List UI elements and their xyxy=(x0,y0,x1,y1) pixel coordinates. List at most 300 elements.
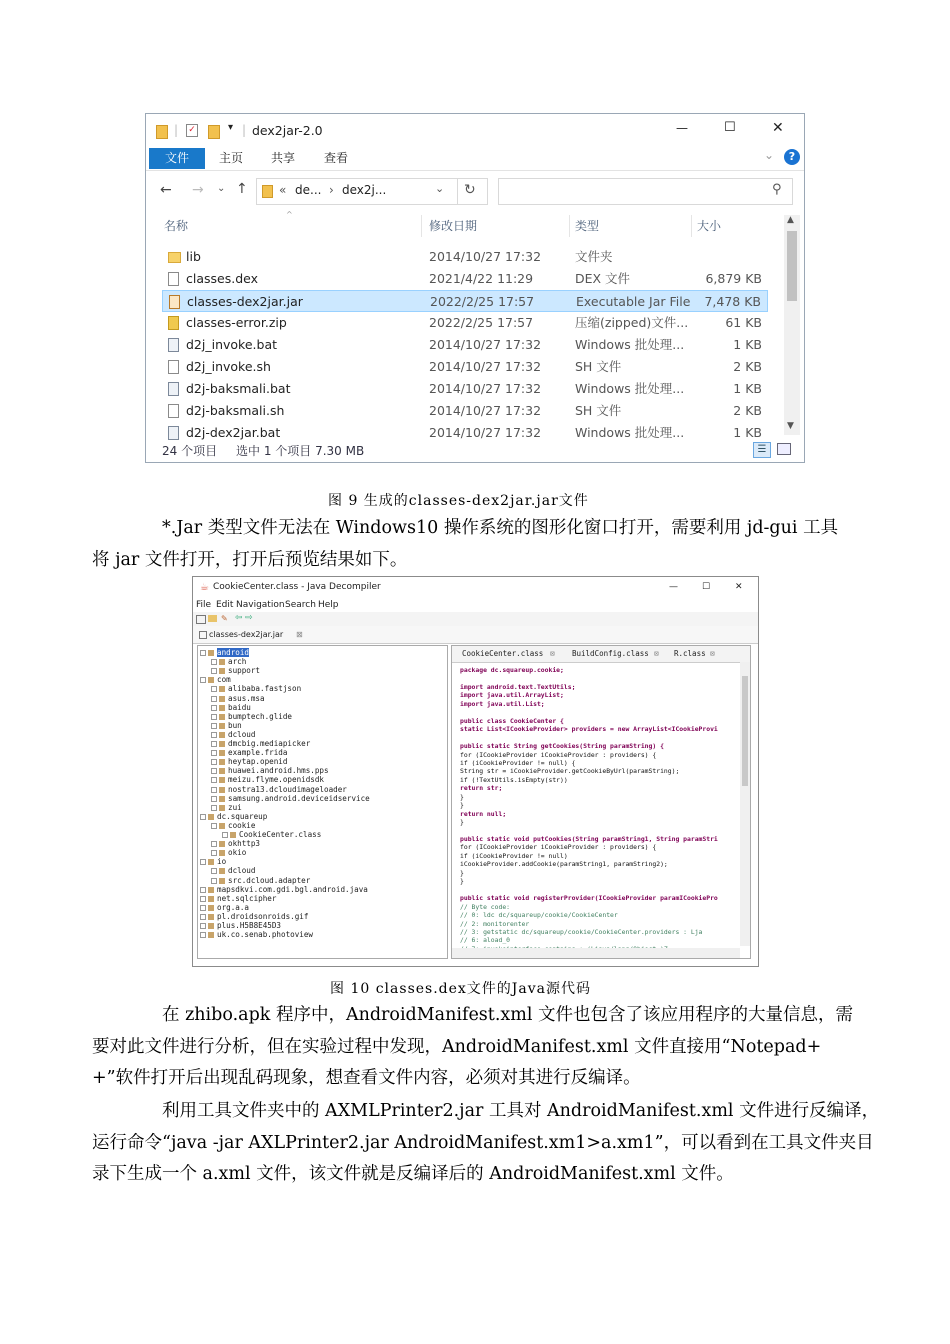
tree-node[interactable] xyxy=(211,876,310,885)
window-title: dex2jar-2.0 xyxy=(252,123,323,138)
package-icon xyxy=(219,668,225,674)
vertical-scrollbar[interactable] xyxy=(784,215,800,435)
tab-buildconfig-class[interactable]: BuildConfig.class xyxy=(572,649,649,658)
file-row[interactable] xyxy=(162,312,768,334)
tree-node-label: meizu.flyme.openidsdk xyxy=(228,775,325,785)
jar-icon xyxy=(169,295,180,309)
paragraph-2 xyxy=(92,1000,862,1095)
tab-view[interactable]: 查看 xyxy=(324,151,349,165)
menu-search[interactable]: Search xyxy=(285,600,316,610)
new-folder-icon[interactable] xyxy=(208,125,220,139)
code-line: static List<ICookieProvider> providers = new ArrayList<ICookieProvi xyxy=(460,725,718,734)
refresh-icon: ↻ xyxy=(464,182,476,198)
expand-toggle-icon[interactable] xyxy=(200,650,206,656)
tree-node[interactable] xyxy=(211,803,242,812)
file-name: d2j_invoke.bat xyxy=(186,337,278,352)
tree-node[interactable] xyxy=(200,903,249,912)
selection-info: 选中 1 个项目 7.30 MB xyxy=(236,444,365,458)
tree-node-label: dcloud xyxy=(228,866,256,876)
tree-node-label: dc.squareup xyxy=(217,811,268,821)
tree-node-label: uk.co.senab.photoview xyxy=(217,930,314,940)
window-title: CookieCenter.class - Java Decompiler xyxy=(213,582,381,592)
tab-share[interactable]: 共享 xyxy=(271,151,296,165)
package-icon xyxy=(208,814,214,820)
package-icon xyxy=(219,750,225,756)
tree-node[interactable] xyxy=(200,812,267,821)
tree-node-label: plus.H5B8E45D3 xyxy=(217,921,282,930)
source-code-pane[interactable] xyxy=(451,645,751,959)
tree-node[interactable] xyxy=(211,721,242,730)
toolbar xyxy=(193,612,758,627)
close-tab-icon[interactable]: ⊠ xyxy=(550,649,555,658)
tab-cookiecenter-class[interactable]: CookieCenter.class xyxy=(462,649,544,658)
package-icon xyxy=(208,859,214,865)
tree-node[interactable] xyxy=(200,930,313,939)
file-type: SH 文件 xyxy=(575,403,622,418)
archive-tab-bar xyxy=(193,626,758,644)
code-line: // 0: ldc dc/squareup/cookie/CookieCenter xyxy=(460,911,618,920)
properties-icon[interactable]: ✓ xyxy=(186,124,198,137)
address-input[interactable] xyxy=(256,178,458,205)
tree-node-label: CookieCenter.class xyxy=(239,830,322,839)
breadcrumb-prefix[interactable]: « xyxy=(279,183,287,197)
close-tab-icon[interactable]: ⊠ xyxy=(296,630,303,639)
column-header-type[interactable]: 类型 xyxy=(575,219,600,233)
code-line: import java.util.List; xyxy=(460,699,545,708)
address-dropdown-icon[interactable]: ⌄ xyxy=(435,182,445,195)
tab-home[interactable]: 主页 xyxy=(219,151,244,165)
expand-toggle-icon[interactable] xyxy=(200,887,206,893)
expand-toggle-icon[interactable] xyxy=(211,777,217,783)
expand-toggle-icon[interactable] xyxy=(211,705,217,711)
package-icon xyxy=(208,887,214,893)
package-icon xyxy=(219,823,225,829)
app-logo-icon: ☕ xyxy=(200,582,209,593)
code-line: // 3: getstatic dc/squareup/cookie/CookieCenter.providers : Lja xyxy=(460,927,703,936)
file-size: 7,478 KB xyxy=(704,294,761,309)
zip-icon xyxy=(168,316,179,330)
tree-node-label: mapsdkvi.com.gdi.bgl.android.java xyxy=(217,884,368,894)
tree-node-label: zui xyxy=(228,802,242,812)
code-line: public static String getCookies(String paramString) { xyxy=(460,742,664,751)
tree-node[interactable] xyxy=(200,857,226,866)
tree-node[interactable] xyxy=(211,684,301,693)
file-name: d2j-baksmali.bat xyxy=(186,381,291,396)
expand-toggle-icon[interactable] xyxy=(222,832,228,838)
file-row[interactable] xyxy=(162,334,768,356)
paragraph-line: +”软件打开后出现乱码现象，想查看文件内容，必须对其进行反编译。 xyxy=(92,1068,641,1088)
scroll-down-icon[interactable]: ▼ xyxy=(787,421,794,431)
tree-node[interactable] xyxy=(211,866,255,875)
package-icon xyxy=(230,832,236,838)
tree-node[interactable] xyxy=(200,648,249,657)
code-line: public static void putCookies(String paramString1, String paramStri xyxy=(460,835,718,843)
tree-node-label: support xyxy=(228,666,261,676)
tree-node-label: heytap.openid xyxy=(228,757,288,767)
tree-node[interactable] xyxy=(211,694,265,703)
file-name: d2j-dex2jar.bat xyxy=(186,425,281,440)
paragraph-1 xyxy=(92,513,862,576)
tree-node-label: dmcbig.mediapicker xyxy=(228,739,311,748)
java-decompiler-window xyxy=(192,576,759,967)
tree-node[interactable] xyxy=(200,921,281,930)
scroll-up-icon[interactable]: ▲ xyxy=(787,215,794,225)
expand-toggle-icon[interactable] xyxy=(200,814,206,820)
close-tab-icon[interactable]: ⊠ xyxy=(710,649,715,658)
tree-node-label: huawei.android.hms.pps xyxy=(228,766,329,776)
expand-toggle-icon[interactable] xyxy=(211,659,217,665)
package-icon xyxy=(208,896,214,902)
tab-archive[interactable]: classes-dex2jar.jar xyxy=(209,630,284,639)
figure-10-caption: 图 10 classes.dex文件的Java源代码 xyxy=(330,981,592,997)
expand-toggle-icon[interactable] xyxy=(211,868,217,874)
code-vertical-scrollbar[interactable] xyxy=(740,662,750,946)
menu-bar xyxy=(193,598,758,612)
package-icon xyxy=(219,696,225,702)
code-line: for (ICookieProvider iCookieProvider : providers) { xyxy=(460,843,657,852)
breadcrumb-separator: › xyxy=(329,183,334,197)
file-row[interactable] xyxy=(162,246,768,268)
tree-node-label: okhttp3 xyxy=(228,839,261,849)
quick-access-dropdown-icon[interactable]: ▾ xyxy=(228,122,234,133)
code-line: if (!TextUtils.isEmpty(str)) xyxy=(460,775,568,784)
maximize-button[interactable]: ☐ xyxy=(702,582,711,592)
package-icon xyxy=(219,686,225,692)
expand-toggle-icon[interactable] xyxy=(211,787,217,793)
expand-toggle-icon[interactable] xyxy=(211,796,217,802)
code-line: for (ICookieProvider iCookieProvider : providers) { xyxy=(460,750,657,759)
close-button[interactable]: ✕ xyxy=(735,582,743,592)
tree-node[interactable] xyxy=(211,739,310,748)
file-row[interactable] xyxy=(162,268,768,290)
file-name: d2j-baksmali.sh xyxy=(186,403,285,418)
expand-toggle-icon[interactable] xyxy=(211,750,217,756)
tree-node-label: bumptech.glide xyxy=(228,711,293,721)
code-line: // Byte code: xyxy=(460,902,511,911)
minimize-button[interactable]: — xyxy=(676,121,688,135)
tree-node[interactable] xyxy=(200,885,368,894)
code-line: } xyxy=(460,792,464,801)
code-line: iCookieProvider.addCookie(paramString1, paramString2); xyxy=(460,860,668,869)
tree-node[interactable] xyxy=(211,839,260,848)
folder-icon xyxy=(262,185,273,198)
expand-toggle-icon[interactable] xyxy=(200,677,206,683)
search-input[interactable] xyxy=(498,178,793,205)
package-icon xyxy=(219,841,225,847)
tree-node[interactable] xyxy=(211,785,347,794)
paragraph-3 xyxy=(92,1096,880,1191)
sort-indicator-icon: ^ xyxy=(286,210,293,219)
folder-icon xyxy=(156,125,168,139)
tree-node-label: org.a.a xyxy=(217,902,250,912)
column-divider[interactable] xyxy=(569,215,570,237)
tree-node-label: net.sqlcipher xyxy=(217,893,277,903)
expand-toggle-icon[interactable] xyxy=(200,914,206,920)
column-header-date[interactable]: 修改日期 xyxy=(429,219,478,233)
code-line: if (iCookieProvider != null) xyxy=(460,851,568,860)
chevron-down-icon[interactable]: ⌄ xyxy=(764,148,775,162)
expand-toggle-icon[interactable] xyxy=(211,768,217,774)
expand-toggle-icon[interactable] xyxy=(211,723,217,729)
tree-node[interactable] xyxy=(211,666,260,675)
folder-icon xyxy=(168,252,181,263)
menu-help[interactable]: Help xyxy=(318,600,339,610)
package-icon xyxy=(219,777,225,783)
scrollbar-thumb[interactable] xyxy=(787,231,797,301)
bat-icon xyxy=(168,382,179,396)
bat-icon xyxy=(168,426,179,440)
code-line: return null; xyxy=(460,809,507,818)
menu-file[interactable]: File xyxy=(196,600,212,610)
column-header-size[interactable]: 大小 xyxy=(697,219,722,233)
forward-icon[interactable]: ⇨ xyxy=(245,613,253,623)
tree-node[interactable] xyxy=(211,703,251,712)
file-name: classes.dex xyxy=(186,271,259,286)
tree-node[interactable] xyxy=(211,748,287,757)
tree-node-label: okio xyxy=(228,848,247,858)
back-icon[interactable]: ⇦ xyxy=(235,613,243,623)
package-icon xyxy=(219,659,225,665)
file-size: 2 KB xyxy=(733,359,762,374)
ribbon-tabs xyxy=(146,146,804,171)
file-name: classes-error.zip xyxy=(186,315,287,330)
open-type-icon[interactable]: ✎ xyxy=(221,614,228,623)
code-line: } xyxy=(460,801,464,810)
code-line: } xyxy=(460,818,464,827)
file-date: 2014/10/27 17:32 xyxy=(429,425,542,440)
code-horizontal-scrollbar[interactable] xyxy=(452,948,740,958)
file-name: d2j_invoke.sh xyxy=(186,359,271,374)
package-icon xyxy=(219,714,225,720)
tree-node-label: android xyxy=(217,648,250,657)
code-line: // 2: monitorenter xyxy=(460,919,530,928)
tree-node[interactable] xyxy=(211,730,255,739)
code-line: String str = iCookieProvider.getCookieByUrl(paramString); xyxy=(460,767,680,776)
expand-toggle-icon[interactable] xyxy=(200,932,206,938)
file-size: 2 KB xyxy=(733,403,762,418)
file-name: lib xyxy=(186,249,201,264)
expand-toggle-icon[interactable] xyxy=(211,823,217,829)
tree-node-label: com xyxy=(217,675,231,685)
tree-node-label: asus.msa xyxy=(228,693,265,703)
package-icon xyxy=(219,768,225,774)
package-icon xyxy=(219,787,225,793)
paragraph-line: 要对此文件进行分析，但在实验过程中发现，AndroidManifest.xml 文件直接用“Notepad+ xyxy=(92,1036,822,1057)
tab-file[interactable]: 文件 xyxy=(149,148,205,169)
help-icon[interactable]: ? xyxy=(784,149,800,165)
tree-node-label: pl.droidsonroids.gif xyxy=(217,911,309,921)
expand-toggle-icon[interactable] xyxy=(211,741,217,747)
column-divider[interactable] xyxy=(421,215,422,237)
expand-toggle-icon[interactable] xyxy=(211,686,217,692)
package-icon xyxy=(219,850,225,856)
package-icon xyxy=(219,741,225,747)
recent-locations-icon[interactable]: ⌄ xyxy=(217,183,226,194)
file-size: 1 KB xyxy=(733,337,762,352)
tree-node[interactable] xyxy=(211,821,255,830)
explorer-titlebar xyxy=(146,114,804,146)
decompiler-titlebar xyxy=(193,577,758,598)
paragraph-line: *.Jar 类型文件无法在 Windows10 操作系统的图形化窗口打开，需要利用 jd-gui 工具 xyxy=(162,518,839,538)
address-bar-row xyxy=(146,171,804,211)
tree-node-label: nostra13.dcloudimageloader xyxy=(228,784,347,794)
expand-toggle-icon[interactable] xyxy=(211,732,217,738)
file-row[interactable] xyxy=(162,356,768,378)
file-date: 2022/2/25 17:57 xyxy=(429,315,534,330)
code-line: import android.text.TextUtils; xyxy=(460,682,576,691)
tree-node[interactable] xyxy=(211,794,370,803)
tree-node[interactable] xyxy=(211,712,292,721)
file-date: 2014/10/27 17:32 xyxy=(429,337,542,352)
details-view-icon[interactable]: ☰ xyxy=(753,442,771,458)
file-type: 压缩(zipped)文件... xyxy=(575,315,689,330)
item-count: 24 个项目 xyxy=(162,444,218,458)
code-line: } xyxy=(460,877,464,886)
tree-node[interactable] xyxy=(211,657,246,666)
close-button[interactable]: ✕ xyxy=(772,120,784,136)
code-line: package dc.squareup.cookie; xyxy=(460,666,564,674)
scrollbar-thumb[interactable] xyxy=(742,676,748,786)
package-icon xyxy=(219,805,225,811)
tree-node-label: src.dcloud.adapter xyxy=(228,875,311,885)
tree-node[interactable] xyxy=(222,830,321,839)
file-type: SH 文件 xyxy=(575,359,622,374)
code-line: return str; xyxy=(460,784,503,793)
jar-tab-icon xyxy=(199,631,207,639)
code-tab-bar xyxy=(452,646,750,663)
paragraph-line: 利用工具文件夹中的 AXMLPrinter2.jar 工具对 AndroidManifest.xml 文件进行反编译， xyxy=(162,1101,880,1121)
file-name: classes-dex2jar.jar xyxy=(187,294,303,309)
tree-node-label: alibaba.fastjson xyxy=(228,684,302,694)
status-bar xyxy=(146,440,804,462)
minimize-button[interactable]: — xyxy=(669,582,678,592)
column-divider[interactable] xyxy=(691,215,692,237)
tree-node-label: samsung.android.deviceidservice xyxy=(228,793,370,803)
file-type: Windows 批处理... xyxy=(575,337,685,352)
file-type: DEX 文件 xyxy=(575,271,631,286)
expand-toggle-icon[interactable] xyxy=(211,805,217,811)
file-date: 2014/10/27 17:32 xyxy=(429,359,542,374)
file-type: 文件夹 xyxy=(575,249,613,264)
tree-node[interactable] xyxy=(211,775,324,784)
tree-node[interactable] xyxy=(211,848,246,857)
titlebar-divider: | xyxy=(174,123,179,137)
package-tree[interactable] xyxy=(197,645,448,959)
package-icon xyxy=(219,759,225,765)
code-line: } xyxy=(460,868,464,877)
paragraph-line: 运行命令“java -jar AXLPrinter2.jar AndroidManifest.xm1>a.xm1”，可以看到在工具文件夹目 xyxy=(92,1132,874,1153)
file-type: Windows 批处理... xyxy=(575,425,685,440)
package-icon xyxy=(208,650,214,656)
code-line: // 6: aload_0 xyxy=(460,936,511,945)
file-date: 2022/2/25 17:57 xyxy=(430,294,535,309)
file-row[interactable] xyxy=(162,290,768,312)
expand-toggle-icon[interactable] xyxy=(200,923,206,929)
paragraph-line: 录下生成一个 a.xml 文件，该文件就是反编译后的 AndroidManifest.xml 文件。 xyxy=(92,1164,734,1184)
open-folder-icon[interactable] xyxy=(208,615,217,622)
package-icon xyxy=(208,677,214,683)
package-icon xyxy=(219,723,225,729)
menu-navigation[interactable]: Navigation xyxy=(236,600,285,610)
expand-toggle-icon[interactable] xyxy=(211,841,217,847)
bat-icon xyxy=(168,338,179,352)
package-icon xyxy=(219,868,225,874)
figure-9-caption: 图 9 生成的classes-dex2jar.jar文件 xyxy=(328,493,589,509)
expand-toggle-icon[interactable] xyxy=(211,696,217,702)
back-arrow-icon[interactable]: ← xyxy=(160,182,172,198)
file-date: 2014/10/27 17:32 xyxy=(429,249,542,264)
file-type: Windows 批处理... xyxy=(575,381,685,396)
expand-toggle-icon[interactable] xyxy=(211,878,217,884)
file-size: 1 KB xyxy=(733,381,762,396)
expand-toggle-icon[interactable] xyxy=(200,905,206,911)
expand-toggle-icon[interactable] xyxy=(211,759,217,765)
close-tab-icon[interactable]: ⊠ xyxy=(654,649,659,658)
tree-node[interactable] xyxy=(211,757,287,766)
package-icon xyxy=(208,914,214,920)
refresh-button[interactable] xyxy=(455,178,488,205)
tree-node-label: bun xyxy=(228,720,242,730)
package-icon xyxy=(208,905,214,911)
code-line: public static void registerProvider(ICookieProvider paramICookiePro xyxy=(460,894,718,903)
file-row[interactable] xyxy=(162,378,768,400)
search-icon: ⚲ xyxy=(772,182,782,197)
open-file-icon[interactable] xyxy=(196,615,206,624)
paragraph-line: 将 jar 文件打开，打开后预览结果如下。 xyxy=(92,549,408,570)
expand-toggle-icon[interactable] xyxy=(211,668,217,674)
tree-node-label: io xyxy=(217,857,227,867)
maximize-button[interactable]: ☐ xyxy=(724,120,736,135)
package-icon xyxy=(219,796,225,802)
expand-toggle-icon[interactable] xyxy=(211,714,217,720)
up-arrow-icon[interactable]: ↑ xyxy=(236,181,248,197)
menu-edit[interactable]: Edit xyxy=(216,600,234,610)
tree-node-label: cookie xyxy=(228,820,256,830)
tree-node[interactable] xyxy=(200,894,276,903)
file-size: 61 KB xyxy=(725,315,762,330)
file-icon xyxy=(168,272,179,286)
file-icon xyxy=(168,360,179,374)
code-line: import java.util.ArrayList; xyxy=(460,691,564,700)
file-row[interactable] xyxy=(162,400,768,422)
package-icon xyxy=(219,878,225,884)
file-explorer-window xyxy=(145,113,805,463)
package-icon xyxy=(208,932,214,938)
file-date: 2021/4/22 11:29 xyxy=(429,271,534,286)
file-size: 1 KB xyxy=(733,425,762,440)
breadcrumb-item[interactable]: dex2j... xyxy=(342,183,387,197)
tree-node[interactable] xyxy=(211,766,329,775)
file-date: 2014/10/27 17:32 xyxy=(429,403,542,418)
tab-r-class[interactable]: R.class xyxy=(674,649,706,658)
file-icon xyxy=(168,404,179,418)
tiles-view-icon[interactable] xyxy=(777,443,791,455)
tree-node-label: arch xyxy=(228,657,247,667)
tree-node[interactable] xyxy=(200,675,231,684)
expand-toggle-icon[interactable] xyxy=(211,850,217,856)
expand-toggle-icon[interactable] xyxy=(200,896,206,902)
file-date: 2014/10/27 17:32 xyxy=(429,381,542,396)
tree-node-label: example.frida xyxy=(228,748,288,758)
breadcrumb-item[interactable]: de... xyxy=(295,183,322,197)
file-size: 6,879 KB xyxy=(705,271,762,286)
package-icon xyxy=(219,705,225,711)
expand-toggle-icon[interactable] xyxy=(200,859,206,865)
tree-node[interactable] xyxy=(200,912,308,921)
paragraph-line: 在 zhibo.apk 程序中，AndroidManifest.xml 文件也包含了该应用程序的大量信息，需 xyxy=(162,1005,854,1025)
forward-arrow-icon[interactable]: → xyxy=(192,182,204,198)
column-header-name[interactable]: 名称 xyxy=(164,219,189,233)
